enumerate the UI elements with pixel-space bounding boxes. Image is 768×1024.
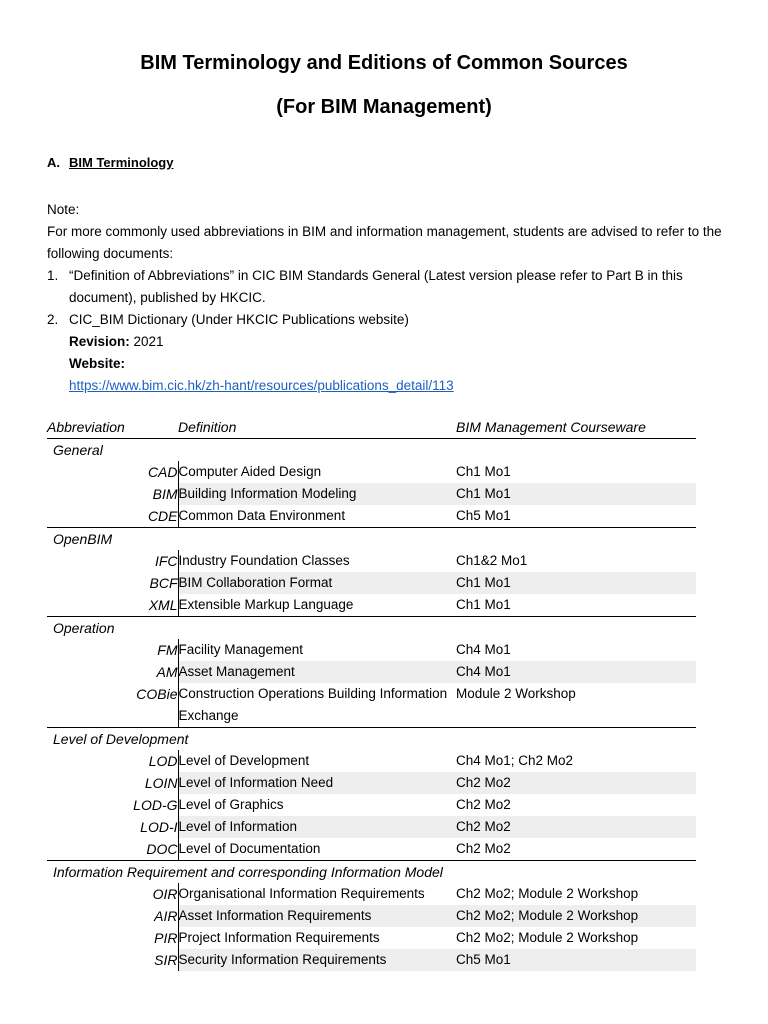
document-subtitle: (For BIM Management) bbox=[276, 96, 492, 118]
abbreviation-cell: LOIN bbox=[47, 772, 178, 794]
reference-number: 1. bbox=[47, 268, 59, 283]
section-name: BIM Terminology bbox=[69, 155, 174, 170]
courseware-cell: Ch2 Mo2 bbox=[456, 841, 511, 856]
website-link-line bbox=[47, 375, 727, 397]
terminology-table bbox=[47, 416, 696, 971]
revision-label: Revision: bbox=[69, 334, 130, 349]
table-row bbox=[47, 816, 696, 838]
abbreviation-cell: AM bbox=[47, 661, 178, 683]
abbreviation-cell: BCF bbox=[47, 572, 178, 594]
definition-cell: Industry Foundation Classes bbox=[178, 553, 350, 568]
abbreviation-cell: CAD bbox=[47, 461, 178, 483]
definition-cell: Level of Documentation bbox=[178, 841, 321, 856]
definition-cell: Common Data Environment bbox=[178, 508, 346, 523]
table-row bbox=[47, 550, 696, 572]
reference-item bbox=[47, 265, 727, 309]
table-row bbox=[47, 949, 696, 971]
definition-cell: Security Information Requirements bbox=[178, 949, 456, 971]
note-intro: For more commonly used abbreviations in BIM and information management, students are advised to refer to the following documents: bbox=[47, 224, 722, 261]
group-row bbox=[47, 528, 696, 551]
courseware-cell: Ch4 Mo1; Ch2 Mo2 bbox=[456, 753, 574, 768]
group-row bbox=[47, 861, 696, 884]
group-row bbox=[47, 728, 696, 751]
abbreviation-cell: BIM bbox=[47, 483, 178, 505]
reference-text: “Definition of Abbreviations” in CIC BIM Standards General (Latest version please refer to Part B in this document), published by HKCIC. bbox=[69, 268, 683, 305]
courseware-cell: Ch1&2 Mo1 bbox=[456, 553, 528, 568]
definition-cell: Computer Aided Design bbox=[178, 464, 322, 479]
abbreviation-cell: OIR bbox=[47, 883, 178, 905]
courseware-cell: Ch4 Mo1 bbox=[456, 661, 696, 683]
revision-value: 2021 bbox=[129, 334, 164, 349]
courseware-cell: Ch1 Mo1 bbox=[456, 483, 696, 505]
definition-cell: Level of Information Need bbox=[178, 772, 456, 794]
group-row bbox=[47, 439, 696, 462]
table-row bbox=[47, 794, 696, 816]
definition-cell: Asset Management bbox=[178, 661, 456, 683]
table-header-row bbox=[47, 416, 696, 439]
definition-cell: Level of Graphics bbox=[178, 797, 284, 812]
courseware-cell: Ch2 Mo2; Module 2 Workshop bbox=[456, 886, 639, 901]
website-line bbox=[47, 353, 727, 375]
table-row bbox=[47, 838, 696, 861]
table-row bbox=[47, 750, 696, 772]
abbreviation-cell: PIR bbox=[47, 927, 178, 949]
group-name: Level of Development bbox=[47, 728, 696, 751]
abbreviation-cell: DOC bbox=[47, 838, 178, 861]
abbreviation-cell: LOD bbox=[47, 750, 178, 772]
reference-text: CIC_BIM Dictionary (Under HKCIC Publications website) bbox=[69, 312, 409, 327]
reference-number: 2. bbox=[47, 312, 59, 327]
abbreviation-cell: LOD-I bbox=[47, 816, 178, 838]
definition-cell: BIM Collaboration Format bbox=[178, 572, 456, 594]
website-label: Website: bbox=[69, 356, 126, 371]
abbreviation-cell: CDE bbox=[47, 505, 178, 528]
section-letter: A. bbox=[47, 155, 60, 170]
website-link[interactable]: https://www.bim.cic.hk/zh-hant/resources/publications_detail/113 bbox=[69, 378, 454, 393]
table-row bbox=[47, 927, 696, 949]
table-row bbox=[47, 572, 696, 594]
table-row bbox=[47, 639, 696, 661]
courseware-cell: Ch1 Mo1 bbox=[456, 464, 511, 479]
definition-cell: Organisational Information Requirements bbox=[178, 886, 425, 901]
courseware-cell: Ch1 Mo1 bbox=[456, 597, 511, 612]
table-row bbox=[47, 661, 696, 683]
abbreviation-cell: COBie bbox=[47, 683, 178, 728]
header-courseware: BIM Management Courseware bbox=[456, 416, 696, 439]
header-definition: Definition bbox=[178, 416, 456, 439]
abbreviation-cell: XML bbox=[47, 594, 178, 617]
table-row bbox=[47, 905, 696, 927]
reference-list bbox=[47, 265, 727, 331]
abbreviation-cell: FM bbox=[47, 639, 178, 661]
courseware-cell: Ch1 Mo1 bbox=[456, 572, 696, 594]
document-title: BIM Terminology and Editions of Common Sources bbox=[140, 52, 628, 74]
table-row bbox=[47, 505, 696, 528]
group-name: Operation bbox=[47, 617, 696, 640]
definition-cell: Project Information Requirements bbox=[178, 930, 380, 945]
definition-cell: Facility Management bbox=[178, 642, 304, 657]
courseware-cell: Module 2 Workshop bbox=[456, 686, 576, 701]
table-row bbox=[47, 483, 696, 505]
definition-cell: Level of Development bbox=[178, 753, 310, 768]
table-row bbox=[47, 883, 696, 905]
table-row bbox=[47, 461, 696, 483]
courseware-cell: Ch5 Mo1 bbox=[456, 949, 696, 971]
courseware-cell: Ch2 Mo2; Module 2 Workshop bbox=[456, 930, 639, 945]
group-name: Information Requirement and corresponding Information Model bbox=[47, 861, 696, 884]
abbreviation-cell: LOD-G bbox=[47, 794, 178, 816]
abbreviation-cell: SIR bbox=[47, 949, 178, 971]
note-block bbox=[47, 199, 727, 397]
definition-cell: Extensible Markup Language bbox=[178, 597, 354, 612]
courseware-cell: Ch2 Mo2; Module 2 Workshop bbox=[456, 905, 696, 927]
definition-cell: Level of Information bbox=[178, 816, 456, 838]
revision-line bbox=[47, 331, 727, 353]
abbreviation-cell: AIR bbox=[47, 905, 178, 927]
group-name: OpenBIM bbox=[47, 528, 696, 551]
reference-item bbox=[47, 309, 727, 331]
courseware-cell: Ch5 Mo1 bbox=[456, 508, 511, 523]
courseware-cell: Ch2 Mo2 bbox=[456, 797, 511, 812]
courseware-cell: Ch2 Mo2 bbox=[456, 772, 696, 794]
note-label: Note: bbox=[47, 202, 80, 217]
definition-cell: Building Information Modeling bbox=[178, 483, 456, 505]
header-abbreviation: Abbreviation bbox=[47, 416, 178, 439]
definition-cell: Asset Information Requirements bbox=[178, 905, 456, 927]
abbreviation-cell: IFC bbox=[47, 550, 178, 572]
group-row bbox=[47, 617, 696, 640]
courseware-cell: Ch4 Mo1 bbox=[456, 642, 511, 657]
group-name: General bbox=[53, 442, 103, 458]
table-row bbox=[47, 594, 696, 617]
courseware-cell: Ch2 Mo2 bbox=[456, 816, 696, 838]
section-heading bbox=[47, 155, 173, 170]
definition-cell: Construction Operations Building Information Exchange bbox=[178, 686, 448, 723]
table-row bbox=[47, 772, 696, 794]
table-row bbox=[47, 683, 696, 728]
